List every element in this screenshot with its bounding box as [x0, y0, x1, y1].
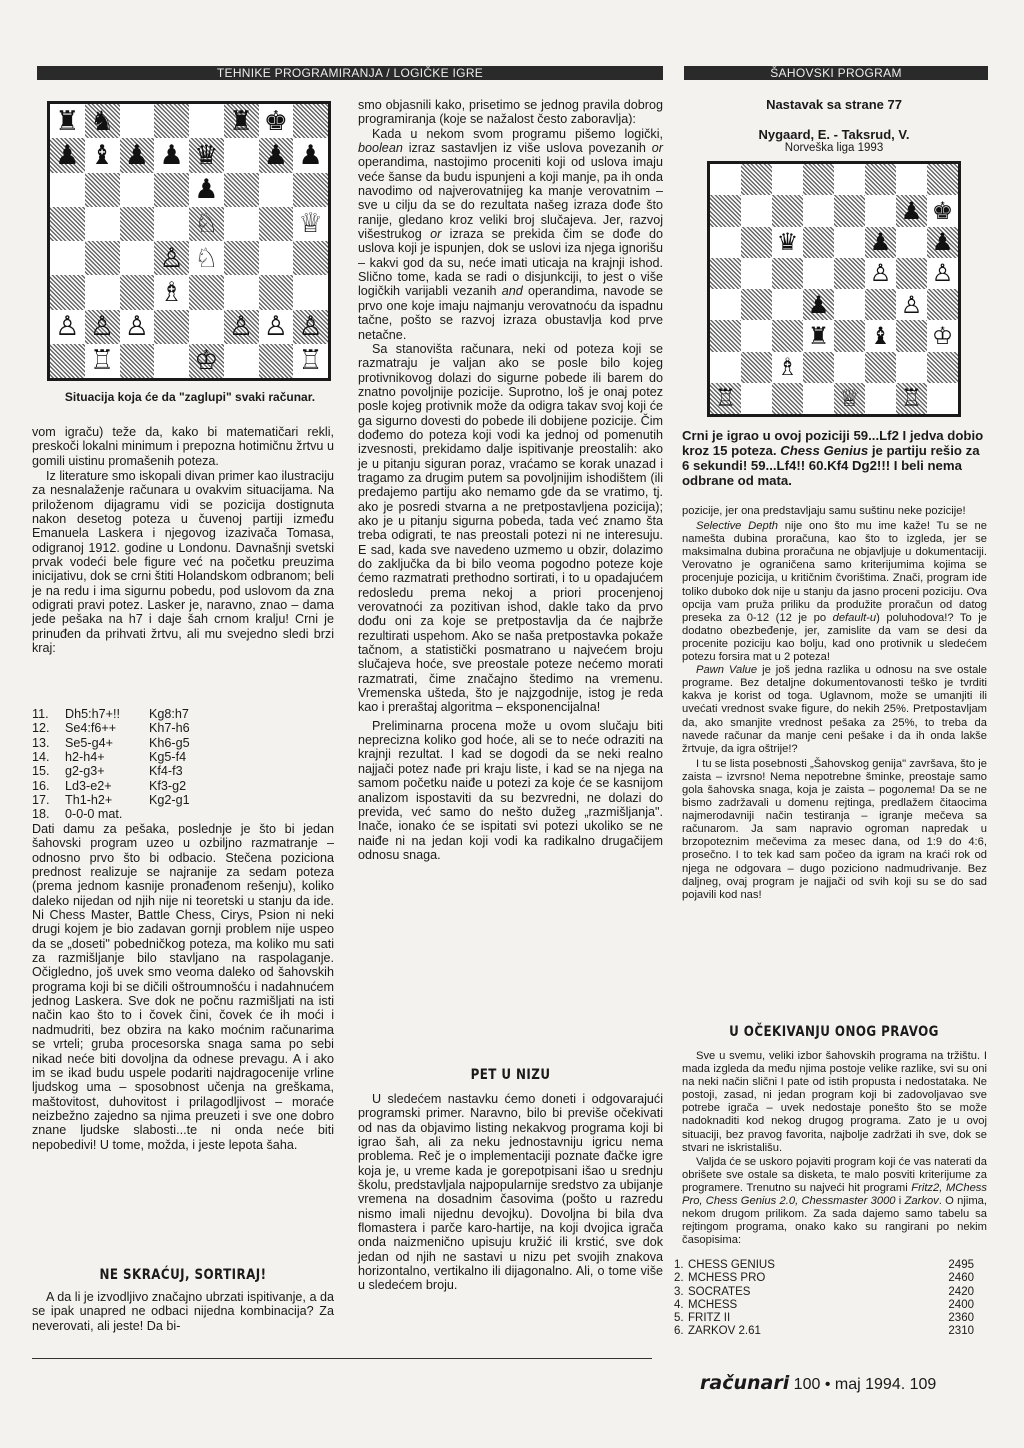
move-row [32, 807, 334, 821]
chess-piece: ♛ [194, 139, 219, 171]
section-header-right: ŠAHOVSKI PROGRAM [684, 66, 988, 80]
board-square [710, 227, 741, 258]
move-b: Kg8:h7 [149, 707, 189, 721]
board-square [896, 258, 927, 289]
move-n: 14. [32, 750, 50, 765]
board-square [224, 310, 259, 344]
move-row [32, 764, 334, 778]
board-square [154, 104, 189, 138]
board-square [154, 275, 189, 309]
continued-note: Nastavak sa strane 77 [766, 97, 902, 112]
board-square [772, 352, 803, 383]
board-square [189, 310, 224, 344]
board-square [741, 289, 772, 320]
move-b: Kg5-f4 [149, 750, 187, 765]
board-square [85, 207, 120, 241]
board-square [85, 310, 120, 344]
board-square [189, 207, 224, 241]
board-square [803, 164, 834, 195]
board-square [741, 383, 772, 414]
chess-piece: ♙ [90, 311, 115, 343]
board-square [772, 320, 803, 351]
section-heading: U OČEKIVANJU ONOG PRAVOG [729, 1024, 939, 1040]
chess-piece: ♙ [263, 311, 288, 343]
board-square [154, 173, 189, 207]
paragraph: Pawn Value je još jedna razlika u odnosu na sve ostale programe. Bez detaljne dokumentovanosti teško je tvrditi kakva je korist od toga. Uglavnom, može se umanjiti ili uvećati vrednost svake figure, do nekih 25%. Pretpostavljam da, ako smanjite vrednost pešaka za 25%, to treba da navede računar da manje ceni pešake i da ih onda lakše žrtvuje, da igra oštrije!? [682, 664, 987, 755]
board-square [865, 258, 896, 289]
rating-rating: 2310 [948, 1325, 974, 1338]
rating-rating: 2400 [948, 1298, 974, 1311]
board-square [189, 104, 224, 138]
rating-i: 3. [674, 1285, 684, 1298]
move-n: 11. [32, 707, 49, 721]
board-square [772, 164, 803, 195]
move-n: 15. [32, 764, 50, 779]
move-w: Se5-g4+ [65, 735, 113, 750]
paragraph: Iz literature smo iskopali divan primer kao ilustraciju za nesnalaženje računara u ovakvim situacijama. Na priloženom dijagramu vidi se pozicija dostignuta nakon desetog poteza u čuvenoj partiji između Emanuela Laskera i njegovog izazivača Tomasa, odigranoj 1912. godine u Londonu. Davnašnji svetski prvak vodeći bele figure već na početku preuzima inicijativu, dok se crni štiti Holandskom odbranom; beli je na redu i ima sigurnu pobedu, pod uslovom da zna odigrati pravi potez. Lasker je, naravno, znao – dama jede pešaka na h7 i daje šah crnom kralju! Crni je prinuđen da prihvati žrtvu, ali mu svejedno sledi brzi kraj: [32, 469, 334, 656]
board-square [710, 164, 741, 195]
board-square [293, 310, 328, 344]
board-square [896, 195, 927, 226]
board-square [120, 310, 155, 344]
chess-piece: ♟ [194, 174, 219, 206]
chess-piece: ♟ [124, 139, 149, 171]
chess-piece: ♘ [194, 242, 219, 274]
board-square [865, 164, 896, 195]
board-caption-right: Crni je igrao u ovoj poziciji 59...Lf2 I jedva dobio kroz 15 poteza. Chess Genius je partiju rešio za 6 sekundi! 59...Lf4!! 60.Kf4 Dg2!!! I beli nema odbrane od mata. [682, 428, 984, 488]
board-square [224, 241, 259, 275]
paragraph: pozicije, jer ona predstavljaju samu suštinu neke pozicije! [682, 505, 966, 517]
paragraph: Selective Depth nije ono što mu ime kaže! Tu se ne namešta dubina proračuna, kao što to izgleda, jer se maksimalna dubina proračuna ne objavljuje u dokumentaciji. Verovatno je ograničena samo kriterijumima kojima se procenjuje pozicija, u kritičnim čvorištima. Znači, program ide toliko duboko dok nije u stanju da jasno proceni poziciju. Ova opcija vam pruža priliku da produžite proračun od datog preseka za 0-12 (12 je po default-u) poluhodova!? To je dodatno obezbeđenje, jer, zamislite da vam se desi da procenite poziciju kao bolju, kad ono protivnik u sledećem potezu forsira mat u 2 poteza! [682, 520, 988, 664]
board-square [224, 344, 259, 378]
board-square [259, 104, 294, 138]
board-square [927, 320, 958, 351]
move-b: Kh6-g5 [149, 735, 190, 750]
chess-piece: ♙ [869, 259, 892, 288]
board-square [85, 344, 120, 378]
board-square [293, 104, 328, 138]
chess-piece: ♕ [838, 384, 861, 413]
move-b: Kf3-g2 [149, 778, 187, 793]
chess-piece: ♙ [931, 259, 954, 288]
left-column-text-bottom [32, 822, 334, 1152]
move-b: Kh7-h6 [149, 721, 190, 736]
rating-name: MCHESS PRO [688, 1272, 766, 1285]
paragraph: Dati damu za pešaka, poslednje je što bi jedan šahovski program uzeo u ozbiljno razmatranje – odnosno prvo što bi odbacio. Stečena poziciona prednost realizuje se najranije za sedam poteza (prema jednom kasnije pronađenom rešenju), koliko daleko nijedan od njih nije ni teoretski u stanju da ide. Ni Chess Master, Battle Chess, Cirys, Psion ni neki drugi kojem je bio zadavan gornji problem nije uspeo da se „doseti" pobedničkog poteza, ma koliko mu sati za razmišljanje bilo stavljano na raspolaganje. Očigledno, još uvek smo veoma daleko od šahovskih programa koji bi se dičili oštroumnošću i nadahnućem jednog Laskera. Sve dok ne počnu razmišljati na isti način kao što to i čovek čini, čovek će ih moći i nadmudriti, bez obzira na kako moćnim računarima se vrteli; grubа procesorska snaga sama po sebi nikad neće biti dovoljna da odnese prevagu. A i ako im se ikad budu uspele podariti najdragocenije vrline ljudskog uma – sposobnost učenja na greškama, maštovitost, duhovitost i prilagodljivost – moraće neizbežno zajedno sa njima preuzeti i sve one dobro znane ljudske slabosti...te ni onda neće biti nepobedivi! U tome, možda, i jeste lepota šaha. [32, 822, 334, 1152]
board-square [50, 138, 85, 172]
rating-i: 2. [674, 1272, 684, 1285]
board-square [224, 138, 259, 172]
board-square [293, 275, 328, 309]
rating-rating: 2360 [948, 1312, 974, 1325]
league: Norveška liga 1993 [784, 142, 884, 154]
board-square [865, 320, 896, 351]
chess-piece: ♟ [931, 228, 954, 257]
chess-piece: ♜ [807, 321, 830, 350]
chess-piece: ♝ [90, 139, 115, 171]
board-square [741, 352, 772, 383]
right-column-text-end [682, 1050, 987, 1247]
board-square [189, 344, 224, 378]
right-column-text [682, 505, 987, 902]
board-square [154, 138, 189, 172]
board-square [896, 289, 927, 320]
board-square [741, 227, 772, 258]
board-square [259, 275, 294, 309]
magazine-name: računari [700, 1372, 790, 1394]
board-square [710, 320, 741, 351]
rating-i: 5. [674, 1312, 684, 1325]
board-square [259, 344, 294, 378]
rating-row [674, 1259, 974, 1272]
chess-piece: ♚ [931, 196, 954, 225]
board-square [927, 195, 958, 226]
chess-piece: ♟ [807, 290, 830, 319]
board-square [710, 383, 741, 414]
chess-piece: ♟ [55, 139, 80, 171]
rating-row [674, 1272, 974, 1285]
board-square [293, 138, 328, 172]
chess-piece: ♟ [869, 228, 892, 257]
move-w: h2-h4+ [65, 750, 105, 765]
board-square [927, 289, 958, 320]
paragraph: Preliminarna procena može u ovom slučaju biti neprecizna koliko god hoće, ali se to neće odraziti na krajnji rezultat. I kad se dogodi da se neki realno najjači potez nađe pri kraju liste, i kad se na njega na samom početku naiđe u potezi za koje će se kasnijom analizom ispostaviti da su bezvredni, ne dolazi do previda, već samo do nešto dužeg „razmišljanja". Inače, ionako će se ispitati svi potezi ukoliko se ne naiđe ni na jedan koji vodi ka radikalno drugačijem odnosu snaga. [358, 718, 663, 862]
rating-name: CHESS GENIUS [688, 1259, 775, 1271]
rating-rating: 2420 [948, 1285, 974, 1298]
players: Nygaard, E. - Taksrud, V. [758, 127, 910, 142]
issue-number: 100 [793, 1376, 821, 1393]
board-square [85, 104, 120, 138]
board-square [896, 164, 927, 195]
move-n: 13. [32, 735, 50, 750]
page-number: 109 [909, 1376, 937, 1393]
rating-rating: 2495 [948, 1259, 974, 1271]
board-square [834, 258, 865, 289]
board-square [85, 173, 120, 207]
board-square [772, 195, 803, 226]
board-square [803, 320, 834, 351]
board-square [834, 320, 865, 351]
left-column-text-end [32, 1290, 334, 1333]
board-square [865, 352, 896, 383]
board-square [834, 383, 865, 414]
rating-row [674, 1286, 974, 1299]
board-square [865, 289, 896, 320]
chess-piece: ♙ [298, 311, 323, 343]
board-square [293, 207, 328, 241]
board-square [154, 310, 189, 344]
move-b: Kg2-g1 [149, 793, 190, 808]
board-square [224, 207, 259, 241]
board-square [293, 173, 328, 207]
paragraph: vom igraču) teže da, kako bi matematičari rekli, preskoči lokalni minimum i prepozna hotimičnu žrtvu u gomili uistinu promašenih poteza. [32, 425, 334, 468]
board-square [293, 344, 328, 378]
move-n: 17. [32, 793, 50, 808]
board-square [834, 289, 865, 320]
board-square [259, 173, 294, 207]
board-square [259, 241, 294, 275]
chess-piece: ♟ [159, 139, 184, 171]
board-square [189, 241, 224, 275]
board-square [120, 275, 155, 309]
board-square [50, 344, 85, 378]
board-square [896, 320, 927, 351]
chess-piece: ♜ [229, 105, 254, 137]
board-square [224, 275, 259, 309]
move-w: g2-g3+ [65, 764, 105, 779]
paragraph: Sa stanovišta računara, neki od poteza koji se razmatraju je valjan ako se posle bilo kojeg protivnikovog dolazi do sigurne pobede ili barem do znatno povoljnije pozicije. Suprotno, loš je onaj potez posle kojeg protivnik može da odigra takav svoj koji će ga sigurno dovesti do pobede ili dobijene pozicije. Čim dođemo do poteza koji vodi ka jednoj od pomenutih izvesnosti, prekidamo dalje ispitivanje preostalih: ako je u pitanju siguran poraz, vraćamo se korak unazad i tragamo za drugim putem sa povoljnijim ishodištem (ili predajemo partiju ako nemamo gde da se vratimo, tj. ako je posredi stvarna a ne pretpostavljena pozicija); ako je u pitanju sigurna pobeda, tada već znamo šta treba odigrati, te nas preostali potezi ni ne interesuju. E sad, kada sve navedeno uzmemo u obzir, dolazimo do zaključka da bi bilo veoma pogodno poteze koje ćemo razmatrati prethodno sortirati, i to u opadajućem redosledu prema nekoj a priori procenjenoj verovatnoći za pozitivan ishod, dakle tako da prvo dođu oni za koje se pretpostavlja da će najbrže rezultirati uspehom. Ako se naša pretpostavka pokaže tačnom, a statistički posmatrano u najvećem broju slučajeva hoće, sve preostale poteze nećemo morati razmatrati, čime značajno štedimo na vremenu. Vremenska ušteda, što je najzgodnije, istog je reda kao i preraštaj algoritma – eksponencijalna! [358, 341, 663, 715]
rating-row [674, 1325, 974, 1338]
footer [700, 1372, 990, 1394]
board-square [50, 310, 85, 344]
chess-piece: ♙ [900, 290, 923, 319]
board-square [50, 241, 85, 275]
rating-row [674, 1299, 974, 1312]
board-square [710, 352, 741, 383]
board-square [834, 352, 865, 383]
chess-piece: ♟ [263, 139, 288, 171]
chess-piece: ♙ [55, 311, 80, 343]
board-square [741, 258, 772, 289]
chess-piece: ♖ [900, 384, 923, 413]
board-square [772, 227, 803, 258]
paragraph: Sve u svemu, veliki izbor šahovskih programa na tržištu. I mada izgleda da među njima postoje velike razlike, svi su oni na neki način slični I pate od istih propusta i nedostataka. Ne postoji, zasad, ni jedan program koji bi zadovoljavao sve potrebe igrača – uvek nedostaje ponešto što se može nadoknaditi kod nekog drugog programa. Zato je u ovoj situaciji, bez pravog favorita, najbolje zadržati ih sve, dok se stvari ne iskristališu. [682, 1050, 987, 1154]
middle-column-text-end [358, 1092, 663, 1293]
middle-column-text [358, 98, 663, 862]
left-column-text-top [32, 425, 334, 656]
rating-name: MCHESS [688, 1298, 738, 1311]
chess-piece: ♕ [298, 208, 323, 240]
board-square [50, 104, 85, 138]
paragraph: Kada u nekom svom programu pišemo logički, boolean izraz sastavljen iz više uslova povezanih or operandima, nastojimo proceniti koji od uslova imaju veće šanse da budu ispunjeni a koji manje, pa ih onda navodimo od najverovatnijeg ka manje verovatnim – sve u cilju da se do rezultata našeg izraza dođe što ranije, gledano kroz veliki broj slučajeva. Jer, razvoj višestrukog or izraza se prekida čim se dođe do uslova koji je ispunjen, dok se uslovi iza njega ignorišu – kakvi god da su, neće imati uticaja na krajnji ishod. Slično tome, kada se radi o disjunkciji, to jest o više logičkih varijabli vezanih and operandima, navode se prvo one koje imaju najmanju verovatnoću da ispadnu tačne, pošto se razvoj izraza obustavlja kod prve netačne. [358, 126, 663, 342]
board-square [120, 241, 155, 275]
chess-piece: ♛ [776, 228, 799, 257]
rating-i: 4. [674, 1298, 684, 1311]
board-square [896, 227, 927, 258]
move-row [32, 721, 334, 735]
section-heading: PET U NIZU [470, 1067, 551, 1083]
chess-piece: ♗ [776, 353, 799, 382]
board-square [803, 383, 834, 414]
chess-piece: ♟ [298, 139, 323, 171]
board-square [85, 138, 120, 172]
move-row [32, 793, 334, 807]
board-square [50, 173, 85, 207]
chess-piece: ♝ [869, 321, 892, 350]
board-square [927, 227, 958, 258]
paragraph: I tu se lista posebnosti „Šahovskog genija" završava, što je zaista – izvrsno! Nema nepotrebne šminke, preostaje samo gola šahovska snaga, koja je zaista – pogoлema! Da se ne bismo zadržavali u domenu rejtinga, predlažem čitaocima najmerodavniji način testiranja – igranje mečeva sa računarom. Ja sam napravio ogroman napredak u brzopoteznim mečevima za mesec dana, od 1:9 do 4:6, prosečno. I to tek kad sam počeo da igram na kraći rok od njega ne odgovara – dugo poziciono nadmudrivanje. Bez daljneg, ovaj program je najjači od svih koji su se do sad pojavili kod nas! [682, 757, 987, 901]
chess-piece: ♚ [263, 105, 288, 137]
chess-piece: ♔ [194, 345, 219, 377]
board-square [772, 289, 803, 320]
move-n: 12. [32, 721, 50, 736]
chess-board-nygaard [707, 161, 961, 417]
board-square [293, 241, 328, 275]
rating-name: ZARKOV 2.61 [688, 1325, 761, 1338]
board-square [85, 275, 120, 309]
board-square [803, 195, 834, 226]
section-header-left: TEHNIKE PROGRAMIRANJA / LOGIČKE IGRE [37, 66, 663, 80]
footer-rule [32, 1358, 652, 1359]
board-square [154, 207, 189, 241]
board-square [189, 173, 224, 207]
board-square [803, 352, 834, 383]
board-square [741, 164, 772, 195]
board-square [927, 352, 958, 383]
board-square [224, 173, 259, 207]
board-square [896, 352, 927, 383]
move-row [32, 779, 334, 793]
rating-row [674, 1312, 974, 1325]
board-square [865, 227, 896, 258]
board-square [120, 138, 155, 172]
board-square [50, 275, 85, 309]
board-square [772, 258, 803, 289]
bullet: • [824, 1376, 831, 1393]
board-square [259, 207, 294, 241]
move-n: 18. [32, 807, 50, 822]
board-square [865, 383, 896, 414]
board-square [927, 383, 958, 414]
chess-piece: ♙ [124, 311, 149, 343]
board-square [189, 275, 224, 309]
rating-name: SOCRATES [688, 1285, 751, 1298]
rating-name: FRITZ II [688, 1312, 731, 1325]
move-w: Se4:f6++ [65, 721, 117, 736]
board-square [120, 173, 155, 207]
rating-i: 1. [674, 1259, 684, 1271]
rating-table [674, 1259, 974, 1339]
board-square [120, 344, 155, 378]
board-square [741, 195, 772, 226]
board-square [154, 241, 189, 275]
issue-date: maj 1994. [834, 1376, 906, 1393]
board-square [259, 310, 294, 344]
move-n: 16. [32, 778, 50, 793]
section-heading: NE SKRAĆUJ, SORTIRAJ! [99, 1267, 267, 1283]
board-square [772, 383, 803, 414]
board-square [85, 241, 120, 275]
rating-rating: 2460 [948, 1272, 974, 1285]
move-row [32, 750, 334, 764]
chess-piece: ♔ [931, 321, 954, 350]
board-square [224, 104, 259, 138]
chess-piece: ♖ [90, 345, 115, 377]
rating-i: 6. [674, 1325, 684, 1338]
board-square [120, 104, 155, 138]
paragraph: U sledećem nastavku ćemo doneti i odgovarajući programski primer. Naravno, bilo bi previše očekivati od nas da objavimo listing nekakvog programa koji bi igrao šah, ali za neku jednostavniju igricu nema problema. Reč je o implementaciji poznate đačke igre koja je, u vreme kada je gorepotpisani išao u srednju školu, predstavljala najpopularnije sredstvo za ubijanje vremena na dosadnim časovima (pošto u razredu nismo imali nijednu devojku). Dovoljna bi bila dva flomastera i parče karo-hartije, na koji dvojica igrača onda naizmenično upisuju kružić ili krstić, sve dok jedan od njih ne sastavi u nizu pet svojih znakova horizontalno, vertikalno ili dijagonalno. Ali, o tome više u sledećem broju. [358, 1092, 663, 1293]
board-square [710, 195, 741, 226]
board-square [259, 138, 294, 172]
move-w: Th1-h2+ [65, 793, 113, 808]
board-square [50, 207, 85, 241]
move-row [32, 736, 334, 750]
paragraph: Valjda će se uskoro pojaviti program koji će vas naterati da obrišete sve ostale sa disketa, te malo posviti kriterijume za programere. Trenutno su najveći hit programi Fritz2, MChess Pro, Chess Genius 2.0, Chessmaster 3000 i Zarkov. O njima, nekom drugom prilikom. Za sada dajemo samo tabelu sa rejtingom programa, onako kako su rangirani po nekim časopisima: [682, 1155, 987, 1247]
board-square [834, 227, 865, 258]
chess-board-lasker [47, 101, 331, 381]
chess-piece: ♜ [55, 105, 80, 137]
paragraph: smo objasnili kako, prisetimo se jednog pravila dobrog programiranja (koje se nažalost često zaboravlja): [358, 98, 663, 127]
board-square [189, 138, 224, 172]
move-w: 0-0-0 mat. [65, 807, 123, 822]
board-square [865, 195, 896, 226]
chess-piece: ♙ [229, 311, 254, 343]
chess-piece: ♟ [900, 196, 923, 225]
chess-piece: ♗ [159, 276, 184, 308]
board-square [803, 227, 834, 258]
chess-piece: ♙ [159, 242, 184, 274]
board-caption: Situacija koja će da "zaglupi" svaki računar. [64, 390, 316, 404]
paragraph: A da li je izvodljivo značajno ubrzati ispitivanje, a da se ipak unapred ne odbaci nijedna kombinacija? Za neverovati, ali jeste! Da bi- [32, 1290, 334, 1333]
board-square [741, 320, 772, 351]
chess-piece: ♖ [298, 345, 323, 377]
board-square [896, 383, 927, 414]
board-square [803, 289, 834, 320]
board-square [803, 258, 834, 289]
move-row [32, 707, 334, 721]
move-w: Dh5:h7+!! [65, 707, 120, 721]
board-square [710, 289, 741, 320]
board-square [154, 344, 189, 378]
chess-piece: ♘ [194, 208, 219, 240]
chess-piece: ♞ [90, 105, 115, 137]
board-square [710, 258, 741, 289]
board-square [927, 258, 958, 289]
board-square [834, 164, 865, 195]
move-list [32, 707, 334, 822]
move-b: Kf4-f3 [149, 764, 183, 779]
move-w: Ld3-e2+ [65, 778, 112, 793]
board-square [834, 195, 865, 226]
chess-piece: ♖ [714, 384, 737, 413]
board-square [927, 164, 958, 195]
board-square [120, 207, 155, 241]
